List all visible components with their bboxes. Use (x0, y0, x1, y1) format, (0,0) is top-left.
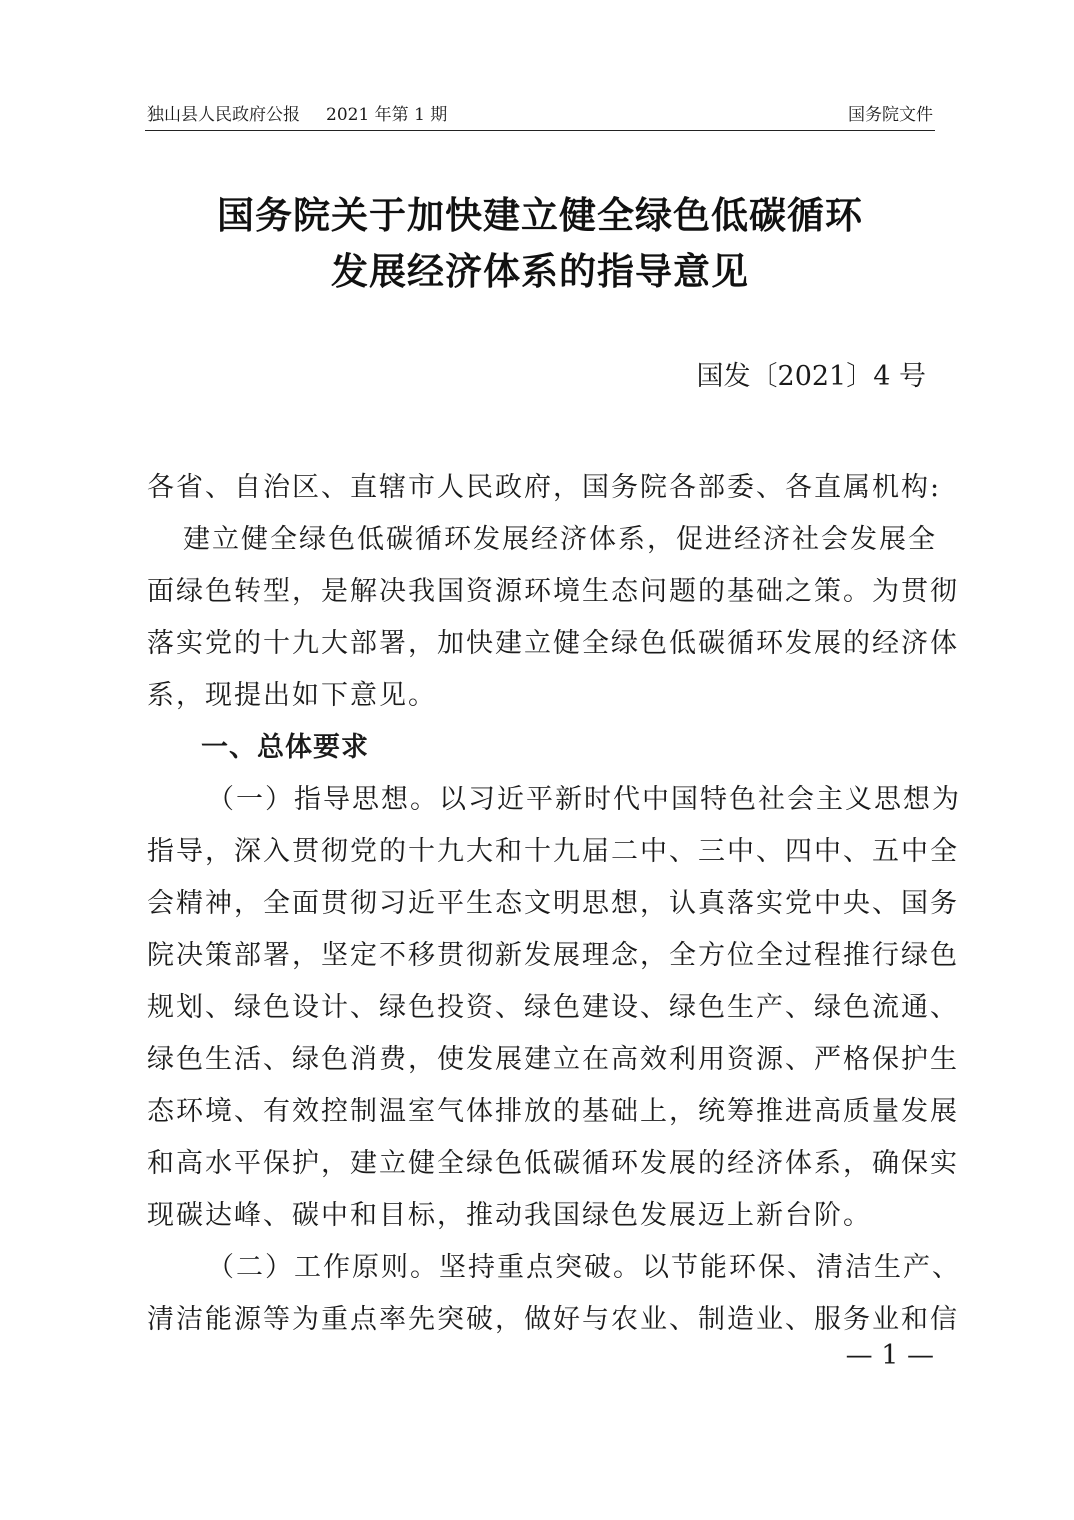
paragraph-line: 落实党的十九大部署，加快建立健全绿色低碳循环发展的经济体 (147, 628, 959, 659)
paragraph-line: 系，现提出如下意见。 (147, 680, 437, 711)
issue-label: 2021 年第 1 期 (326, 105, 448, 125)
paragraph-line: 和高水平保护，建立健全绿色低碳循环发展的经济体系，确保实 (147, 1148, 959, 1179)
publication-name: 独山县人民政府公报 (147, 105, 300, 125)
title-line-1: 国务院关于加快建立健全绿色低碳循环 (217, 194, 863, 237)
header-left (147, 104, 447, 126)
paragraph-line: 绿色生活、绿色消费，使发展建立在高效利用资源、严格保护生 (147, 1044, 959, 1075)
paragraph-line: 清洁能源等为重点率先突破，做好与农业、制造业、服务业和信 (147, 1304, 959, 1335)
header-divider (145, 130, 935, 131)
document-title (120, 188, 960, 300)
header-category: 国务院文件 (848, 105, 933, 125)
paragraph-line: 规划、绿色设计、绿色投资、绿色建设、绿色生产、绿色流通、 (147, 992, 959, 1023)
paragraph-line: （一）指导思想。以习近平新时代中国特色社会主义思想为 (207, 784, 961, 815)
paragraph-line: 指导，深入贯彻党的十九大和十九届二中、三中、四中、五中全 (147, 836, 959, 867)
section-heading: 一、总体要求 (201, 732, 369, 763)
paragraph-line: 建立健全绿色低碳循环发展经济体系，促进经济社会发展全 (183, 524, 937, 555)
body-text (147, 462, 961, 1346)
paragraph-line: 面绿色转型，是解决我国资源环境生态问题的基础之策。为贯彻 (147, 576, 959, 607)
paragraph-line: 态环境、有效控制温室气体排放的基础上，统筹推进高质量发展 (147, 1096, 959, 1127)
paragraph-line: 院决策部署，坚定不移贯彻新发展理念，全方位全过程推行绿色 (147, 940, 959, 971)
paragraph-line: （二）工作原则。坚持重点突破。以节能环保、清洁生产、 (207, 1252, 961, 1283)
paragraph-line: 现碳达峰、碳中和目标，推动我国绿色发展迈上新台阶。 (147, 1200, 872, 1231)
paragraph-line: 会精神，全面贯彻习近平生态文明思想，认真落实党中央、国务 (147, 888, 959, 919)
running-header (147, 104, 933, 126)
document-number: 国发〔2021〕4 号 (696, 361, 926, 392)
page-number: — 1 — (845, 1340, 934, 1371)
title-line-2: 发展经济体系的指导意见 (331, 250, 749, 293)
salutation-line: 各省、自治区、直辖市人民政府，国务院各部委、各直属机构: (147, 472, 942, 503)
